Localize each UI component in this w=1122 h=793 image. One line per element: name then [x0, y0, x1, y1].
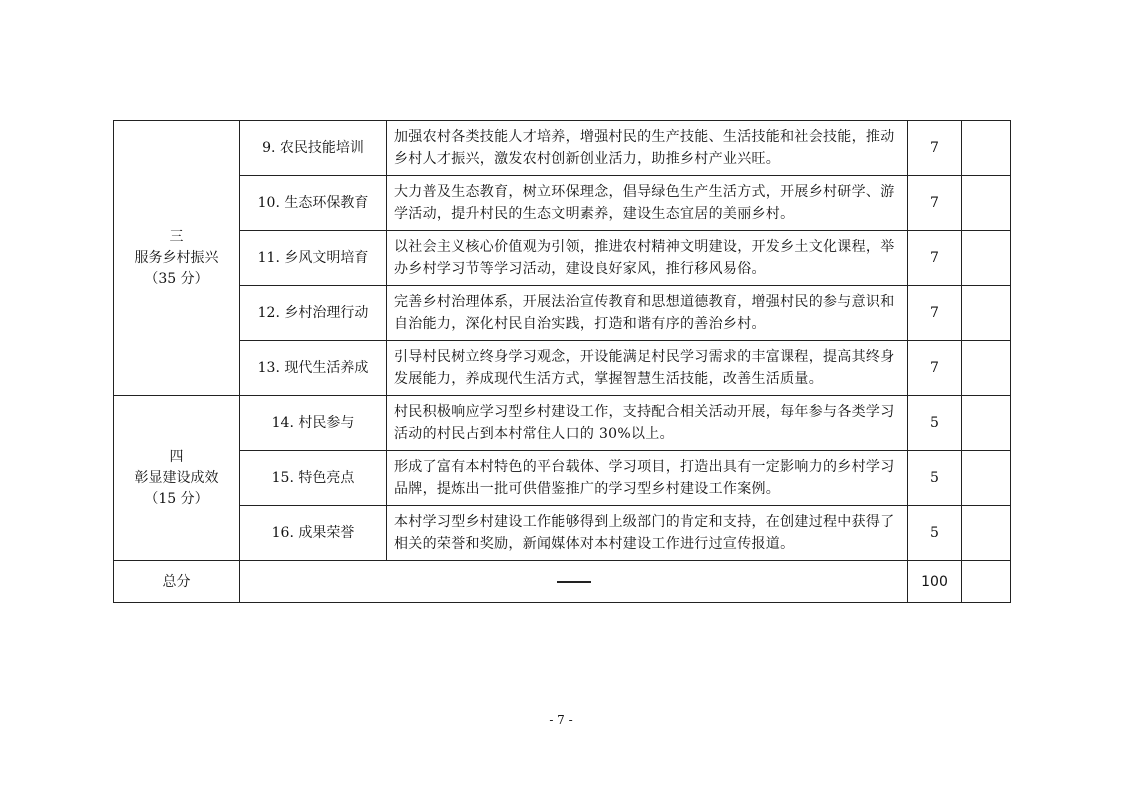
item-score: 5	[908, 506, 962, 561]
category-cell-3	[114, 121, 240, 396]
item-name: 9. 农民技能培训	[240, 121, 387, 176]
total-row	[114, 561, 1011, 603]
total-dash-cell	[240, 561, 908, 603]
dash-mark	[557, 581, 591, 583]
self-score-cell	[962, 451, 1011, 506]
total-label: 总分	[114, 561, 240, 603]
item-name: 11. 乡风文明培育	[240, 231, 387, 286]
item-description: 村民积极响应学习型乡村建设工作，支持配合相关活动开展，每年参与各类学习活动的村民占到本村常住人口的 30%以上。	[387, 396, 908, 451]
self-score-cell	[962, 341, 1011, 396]
item-description: 引导村民树立终身学习观念，开设能满足村民学习需求的丰富课程，提高其终身发展能力，养成现代生活方式，掌握智慧生活技能，改善生活质量。	[387, 341, 908, 396]
category-index: 三	[169, 228, 184, 245]
item-name: 13. 现代生活养成	[240, 341, 387, 396]
table-row	[114, 341, 1011, 396]
item-name: 12. 乡村治理行动	[240, 286, 387, 341]
page-number: - 7 -	[549, 713, 573, 727]
category-title: 彰显建设成效	[134, 469, 219, 486]
table-row	[114, 231, 1011, 286]
category-index: 四	[169, 448, 184, 465]
item-description: 大力普及生态教育，树立环保理念，倡导绿色生产生活方式，开展乡村研学、游学活动，提升村民的生态文明素养，建设生态宜居的美丽乡村。	[387, 176, 908, 231]
item-score: 5	[908, 451, 962, 506]
category-cell-4	[114, 396, 240, 561]
item-name: 14. 村民参与	[240, 396, 387, 451]
total-self-score-cell	[962, 561, 1011, 603]
item-score: 7	[908, 286, 962, 341]
self-score-cell	[962, 231, 1011, 286]
item-score: 7	[908, 341, 962, 396]
self-score-cell	[962, 176, 1011, 231]
category-points: （15 分）	[144, 490, 209, 507]
item-score: 7	[908, 231, 962, 286]
table-row	[114, 176, 1011, 231]
item-name: 10. 生态环保教育	[240, 176, 387, 231]
table-row	[114, 121, 1011, 176]
table-row	[114, 396, 1011, 451]
item-description: 加强农村各类技能人才培养，增强村民的生产技能、生活技能和社会技能，推动乡村人才振兴，激发农村创新创业活力，助推乡村产业兴旺。	[387, 121, 908, 176]
item-name: 15. 特色亮点	[240, 451, 387, 506]
total-score: 100	[908, 561, 962, 603]
table-row	[114, 286, 1011, 341]
item-description: 完善乡村治理体系，开展法治宣传教育和思想道德教育，增强村民的参与意识和自治能力，深化村民自治实践，打造和谐有序的善治乡村。	[387, 286, 908, 341]
item-score: 7	[908, 176, 962, 231]
self-score-cell	[962, 286, 1011, 341]
item-description: 形成了富有本村特色的平台载体、学习项目，打造出具有一定影响力的乡村学习品牌，提炼出一批可供借鉴推广的学习型乡村建设工作案例。	[387, 451, 908, 506]
item-description: 本村学习型乡村建设工作能够得到上级部门的肯定和支持，在创建过程中获得了相关的荣誉和奖励，新闻媒体对本村建设工作进行过宣传报道。	[387, 506, 908, 561]
self-score-cell	[962, 396, 1011, 451]
table-row	[114, 506, 1011, 561]
item-score: 5	[908, 396, 962, 451]
self-score-cell	[962, 506, 1011, 561]
category-points: （35 分）	[144, 270, 209, 287]
item-score: 7	[908, 121, 962, 176]
category-title: 服务乡村振兴	[134, 249, 219, 266]
self-score-cell	[962, 121, 1011, 176]
item-name: 16. 成果荣誉	[240, 506, 387, 561]
table-row	[114, 451, 1011, 506]
evaluation-table	[113, 120, 1011, 603]
item-description: 以社会主义核心价值观为引领，推进农村精神文明建设，开发乡土文化课程，举办乡村学习节等学习活动，建设良好家风，推行移风易俗。	[387, 231, 908, 286]
